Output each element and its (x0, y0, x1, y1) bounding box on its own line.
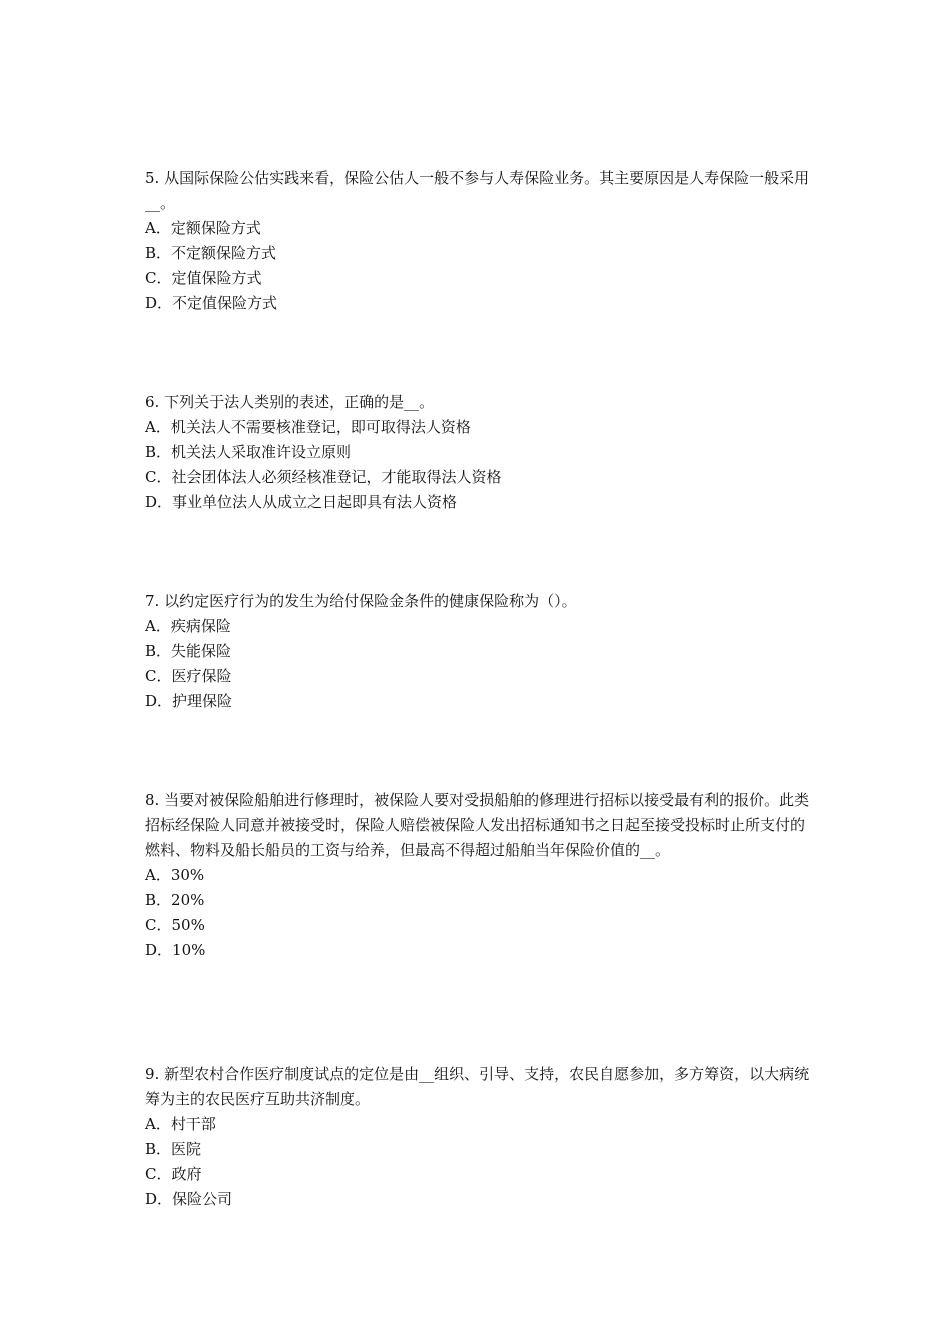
option-c: C．医疗保险 (145, 667, 232, 685)
option-d: D．不定值保险方式 (145, 294, 278, 312)
option-c: C．社会团体法人必须经核准登记，才能取得法人资格 (145, 468, 502, 486)
option-a: A．30% (145, 866, 205, 884)
question-stem: 8. 当要对被保险船舶进行修理时，被保险人要对受损船舶的修理进行招标以接受最有利的报价。此类招标经保险人同意并被接受时，保险人赔偿被保险人发出招标通知书之日起至接受投标时止所支付的燃料、物料及船长船员的工资与给养，但最高不得超过船舶当年保险价值的__。 (145, 791, 810, 859)
question-stem: 6. 下列关于法人类别的表述，正确的是__。 (145, 393, 435, 411)
option-b: B．不定额保险方式 (145, 244, 277, 262)
option-a: A．疾病保险 (145, 617, 231, 635)
question-9 (145, 1062, 810, 1212)
question-8 (145, 788, 810, 963)
question-stem: 5. 从国际保险公估实践来看，保险公估人一般不参与人寿保险业务。其主要原因是人寿保险一般采用__。 (145, 169, 810, 212)
option-d: D．事业单位法人从成立之日起即具有法人资格 (145, 493, 458, 511)
question-7 (145, 589, 810, 714)
question-stem: 7. 以约定医疗行为的发生为给付保险金条件的健康保险称为（）。 (145, 592, 577, 610)
question-stem: 9. 新型农村合作医疗制度试点的定位是由__组织、引导、支持，农民自愿参加，多方筹资，以大病统筹为主的农民医疗互助共济制度。 (145, 1065, 810, 1108)
option-b: B．失能保险 (145, 642, 232, 660)
option-a: A．定额保险方式 (145, 219, 261, 237)
option-a: A．机关法人不需要核准登记，即可取得法人资格 (145, 418, 471, 436)
option-b: B．20% (145, 891, 205, 909)
option-d: D．10% (145, 941, 206, 959)
option-c: C．政府 (145, 1165, 202, 1183)
option-d: D．保险公司 (145, 1190, 233, 1208)
option-c: C．定值保险方式 (145, 269, 262, 287)
option-d: D．护理保险 (145, 692, 233, 710)
option-b: B．医院 (145, 1140, 202, 1158)
question-6 (145, 390, 810, 515)
option-b: B．机关法人采取准许设立原则 (145, 443, 352, 461)
option-c: C．50% (145, 916, 205, 934)
question-5 (145, 166, 810, 316)
option-a: A．村干部 (145, 1115, 216, 1133)
